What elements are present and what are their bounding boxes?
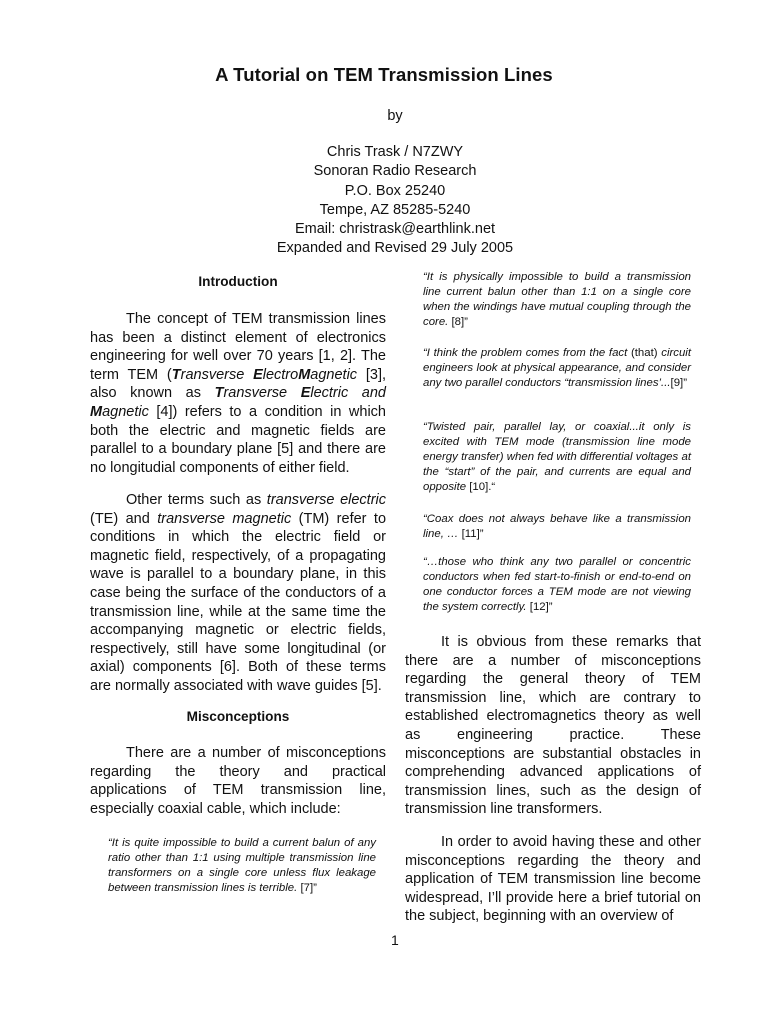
author-city: Tempe, AZ 85285-5240 bbox=[319, 201, 471, 218]
author-organization: Sonoran Radio Research bbox=[313, 163, 477, 180]
paragraph-obvious: It is obvious from these remarks that there are a number of misconceptions regarding the general theory of TEM transmission line, which are contrary to established electromagnetics theory as well as engineering practice. These misconceptions are substantial obstacles in comprehending advanced applications of transmission lines, such as the design of transmission line transformers. bbox=[405, 634, 701, 818]
quote-2: “It is physically impossible to build a transmission line current balun other than 1:1 on a single core when the windings have mutual coupling through the core. [8]” bbox=[423, 271, 691, 329]
paragraph-other-terms: Other terms such as transverse electric (TE) and transverse magnetic (TM) refer to conditions in which the electric field or magnetic field, respectively, of a propagating wave is parallel to a boundary plane, in this case being the surface of the conductors of a transmission line, while at the same time the accompanying magnetic or electric fields, respectively, still have some longitudinal (or axial) components [6]. Both of these terms are normally associated with wave guides [5]. bbox=[90, 492, 387, 694]
quote-6: “…those who think any two parallel or concentric conductors when fed start-to-finish or end-to-end on one conductor forces a TEM mode are not viewing the system correctly. [12]” bbox=[423, 556, 691, 614]
author-po-box: P.O. Box 25240 bbox=[344, 182, 446, 199]
revision-date: Expanded and Revised 29 July 2005 bbox=[276, 240, 514, 257]
author-block bbox=[0, 143, 768, 259]
author-email: Email: christrask@earthlink.net bbox=[294, 221, 496, 238]
page-number: 1 bbox=[391, 932, 399, 948]
author-name: Chris Trask / N7ZWY bbox=[326, 144, 464, 160]
quote-5: “Coax does not always behave like a transmission line, … [11]” bbox=[423, 513, 691, 541]
byline: by bbox=[387, 108, 403, 124]
heading-introduction: Introduction bbox=[198, 274, 278, 289]
page-title: A Tutorial on TEM Transmission Lines bbox=[215, 64, 553, 85]
quote-3: “I think the problem comes from the fact (that) circuit engineers look at physical appearance, and consider any two parallel conductors “transmission lines’...[9]” bbox=[423, 347, 691, 390]
paragraph-misconceptions: There are a number of misconceptions regarding the theory and practical applications of TEM transmission line, especially coaxial cable, which include: bbox=[90, 745, 386, 817]
heading-misconceptions: Misconceptions bbox=[186, 709, 290, 724]
quote-4: “Twisted pair, parallel lay, or coaxial...it only is excited with TEM mode (transmission line mode energy transfer) when fed with differential voltages at the “start” of the pair, and currents are equal and opposite [10].“ bbox=[423, 421, 691, 494]
quote-1: “It is quite impossible to build a current balun of any ratio other than 1:1 using multiple transmission line transformers on a single core unless flux leakage between transmission lines is terrible. [7]” bbox=[108, 837, 376, 895]
paragraph-intro: The concept of TEM transmission lines has been a distinct element of electronics engineering for well over 70 years [1, 2]. The term TEM (Transverse ElectroMagnetic [3], also known as Transverse Electric and Magnetic [4]) refers to a condition in which both the electric and magnetic fields are parallel to a boundary plane [5] and there are no longitudial components of either field. bbox=[90, 311, 386, 476]
paragraph-tutorial: In order to avoid having these and other misconceptions regarding the theory and application of TEM transmission line become widespread, I’ll provide here a brief tutorial on the subject, beginning with an overview of bbox=[405, 834, 701, 925]
